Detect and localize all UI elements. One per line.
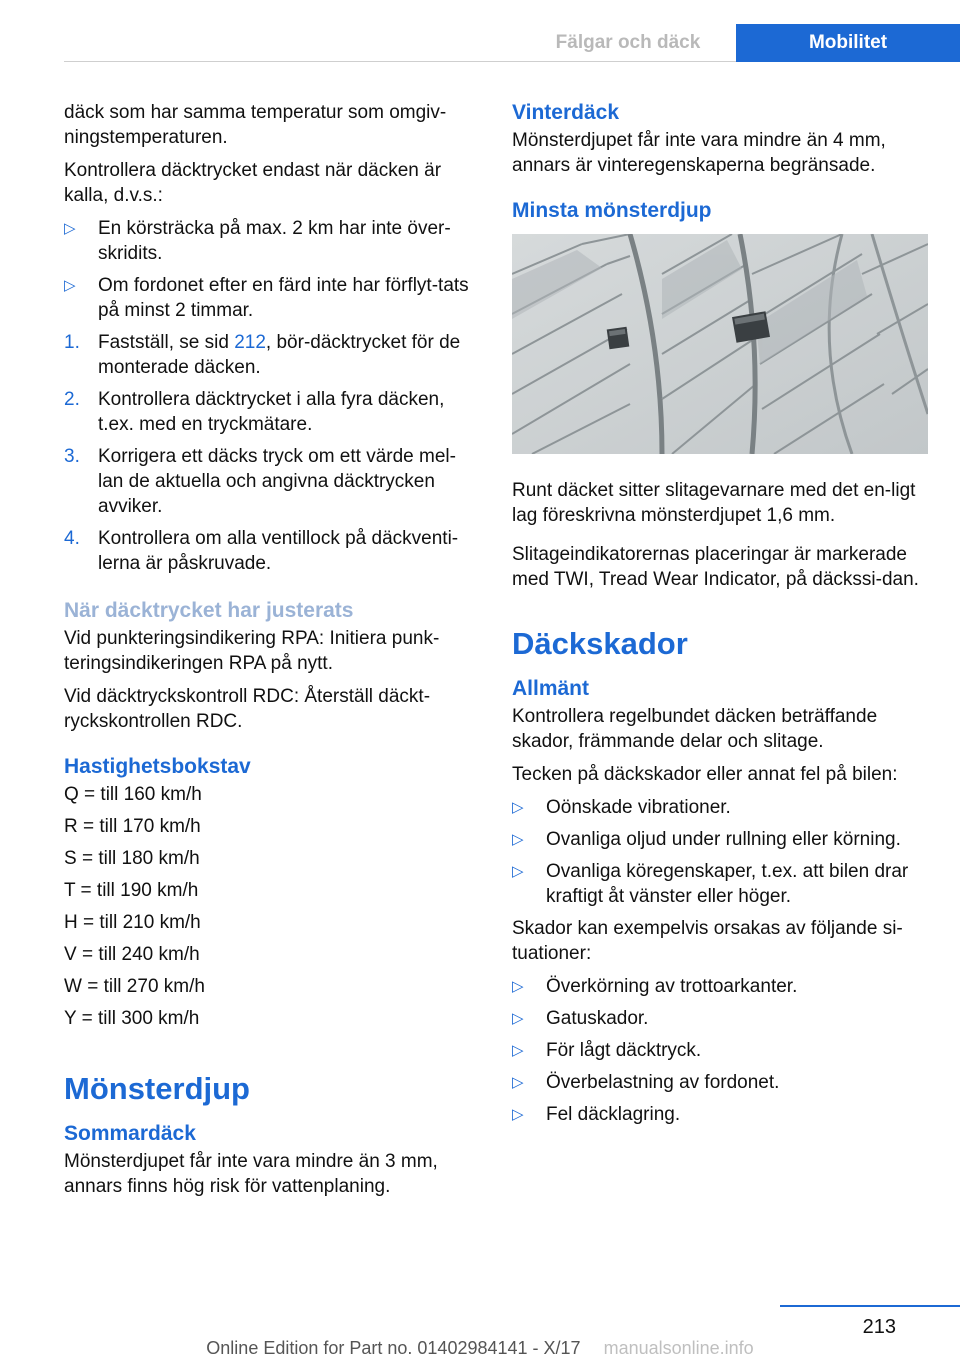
- speed-item: Y = till 300 km/h: [64, 1008, 200, 1029]
- page-number: 213: [862, 1316, 896, 1338]
- footer: [0, 1338, 960, 1359]
- min-tread-heading: Minsta mönsterdjup: [512, 199, 712, 222]
- tread-depth-heading: Mönsterdjup: [64, 1071, 250, 1106]
- list-item: ▷ För lågt däcktryck.: [512, 1040, 702, 1061]
- min-tread-text-2: Slitageindikatorernas placeringar är markerade med TWI, Tread Wear Indicator, på däckssi-dan.: [512, 544, 919, 590]
- speed-item: W = till 270 km/h: [64, 976, 205, 997]
- step-list: [64, 330, 476, 576]
- list-item: ▷ Om fordonet efter en färd inte har förflyt-tats på minst 2 timmar.: [64, 275, 469, 321]
- tire-damage-heading: Däckskador: [512, 626, 688, 661]
- step-item: 4. Kontrollera om alla ventillock på däckventi-lerna är påskruvade.: [64, 528, 459, 574]
- adjusted-paragraph-2: Vid däcktryckskontroll RDC: Återställ däckt-ryckskontrollen RDC.: [64, 686, 431, 732]
- triangle-right-icon: ▷: [512, 1010, 524, 1027]
- general-text-2: Tecken på däckskador eller annat fel på bilen:: [512, 764, 898, 785]
- step-number: 2.: [64, 389, 80, 410]
- list-item: ▷ Oönskade vibrationer.: [512, 797, 731, 818]
- step-number: 1.: [64, 332, 80, 353]
- left-column: [64, 100, 476, 1207]
- list-item: ▷ Ovanliga oljud under rullning eller körning.: [512, 829, 901, 850]
- damage-causes-list: [512, 974, 932, 1127]
- triangle-right-icon: ▷: [64, 220, 76, 237]
- summer-tire-heading: Sommardäck: [64, 1122, 196, 1145]
- adjusted-paragraph-1: Vid punkteringsindikering RPA: Initiera punk-teringsindikeringen RPA på nytt.: [64, 628, 440, 674]
- header-section-tab[interactable]: Mobilitet: [736, 24, 960, 62]
- page-number-rule: [780, 1305, 960, 1307]
- triangle-right-icon: ▷: [512, 799, 524, 816]
- min-tread-text-1: Runt däcket sitter slitagevarnare med det en-ligt lag föreskrivna mönsterdjupet 1,6 mm.: [512, 480, 916, 526]
- triangle-right-icon: ▷: [512, 863, 524, 880]
- triangle-right-icon: ▷: [64, 277, 76, 294]
- condition-list: [64, 216, 476, 323]
- speed-heading: Hastighetsbokstav: [64, 755, 251, 778]
- causes-intro: Skador kan exempelvis orsakas av följande si-tuationer:: [512, 918, 903, 964]
- list-item: ▷ En körsträcka på max. 2 km har inte över-skridits.: [64, 218, 451, 264]
- speed-item: V = till 240 km/h: [64, 944, 200, 965]
- step-item: 2. Kontrollera däcktrycket i alla fyra däcken, t.ex. med en tryckmätare.: [64, 389, 445, 435]
- intro-paragraph-1: däck som har samma temperatur som omgiv-ningstemperaturen.: [64, 102, 447, 148]
- list-item: ▷ Överbelastning av fordonet.: [512, 1072, 780, 1093]
- speed-item: S = till 180 km/h: [64, 848, 200, 869]
- speed-item: Q = till 160 km/h: [64, 784, 202, 805]
- right-column: [512, 100, 932, 1134]
- general-text-1: Kontrollera regelbundet däcken beträffande skador, främmande delar och slitage.: [512, 706, 878, 752]
- winter-tire-text: Mönsterdjupet får inte vara mindre än 4 mm, annars är vinteregenskaperna begränsade.: [512, 130, 886, 176]
- winter-tire-heading: Vinterdäck: [512, 101, 619, 124]
- speed-item: H = till 210 km/h: [64, 912, 201, 933]
- triangle-right-icon: ▷: [512, 978, 524, 995]
- adjusted-heading: När däcktrycket har justerats: [64, 599, 354, 622]
- speed-item: T = till 190 km/h: [64, 880, 199, 901]
- list-item: ▷ Gatuskador.: [512, 1008, 649, 1029]
- edition-text: Online Edition for Part no. 01402984141 - X/17: [206, 1338, 581, 1358]
- step-item: 3. Korrigera ett däcks tryck om ett värde mel-lan de aktuella och angivna däcktrycken avviker.: [64, 446, 456, 517]
- speed-item: R = till 170 km/h: [64, 816, 201, 837]
- page-link[interactable]: 212: [234, 332, 266, 353]
- triangle-right-icon: ▷: [512, 831, 524, 848]
- tire-tread-illustration: [512, 234, 928, 454]
- triangle-right-icon: ▷: [512, 1106, 524, 1123]
- step-number: 4.: [64, 528, 80, 549]
- header-chapter-tab[interactable]: Fälgar och däck: [555, 32, 701, 53]
- list-item: ▷ Ovanliga köregenskaper, t.ex. att bilen drar kraftigt åt vänster eller höger.: [512, 861, 909, 907]
- intro-paragraph-2: Kontrollera däcktrycket endast när däcken är kalla, d.v.s.:: [64, 160, 442, 206]
- list-item: ▷ Fel däcklagring.: [512, 1104, 681, 1125]
- damage-signs-list: [512, 795, 932, 909]
- step-item: 1. Fastställ, se sid 212, bör-däcktrycket för de monterade däcken.: [64, 332, 461, 378]
- triangle-right-icon: ▷: [512, 1042, 524, 1059]
- summer-tire-text: Mönsterdjupet får inte vara mindre än 3 mm, annars finns hög risk för vattenplaning.: [64, 1151, 438, 1197]
- speed-list: [64, 782, 476, 1031]
- triangle-right-icon: ▷: [512, 1074, 524, 1091]
- list-item: ▷ Överkörning av trottoarkanter.: [512, 976, 798, 997]
- general-heading: Allmänt: [512, 677, 590, 700]
- watermark: manualsonline.info: [603, 1338, 754, 1358]
- step-number: 3.: [64, 446, 80, 467]
